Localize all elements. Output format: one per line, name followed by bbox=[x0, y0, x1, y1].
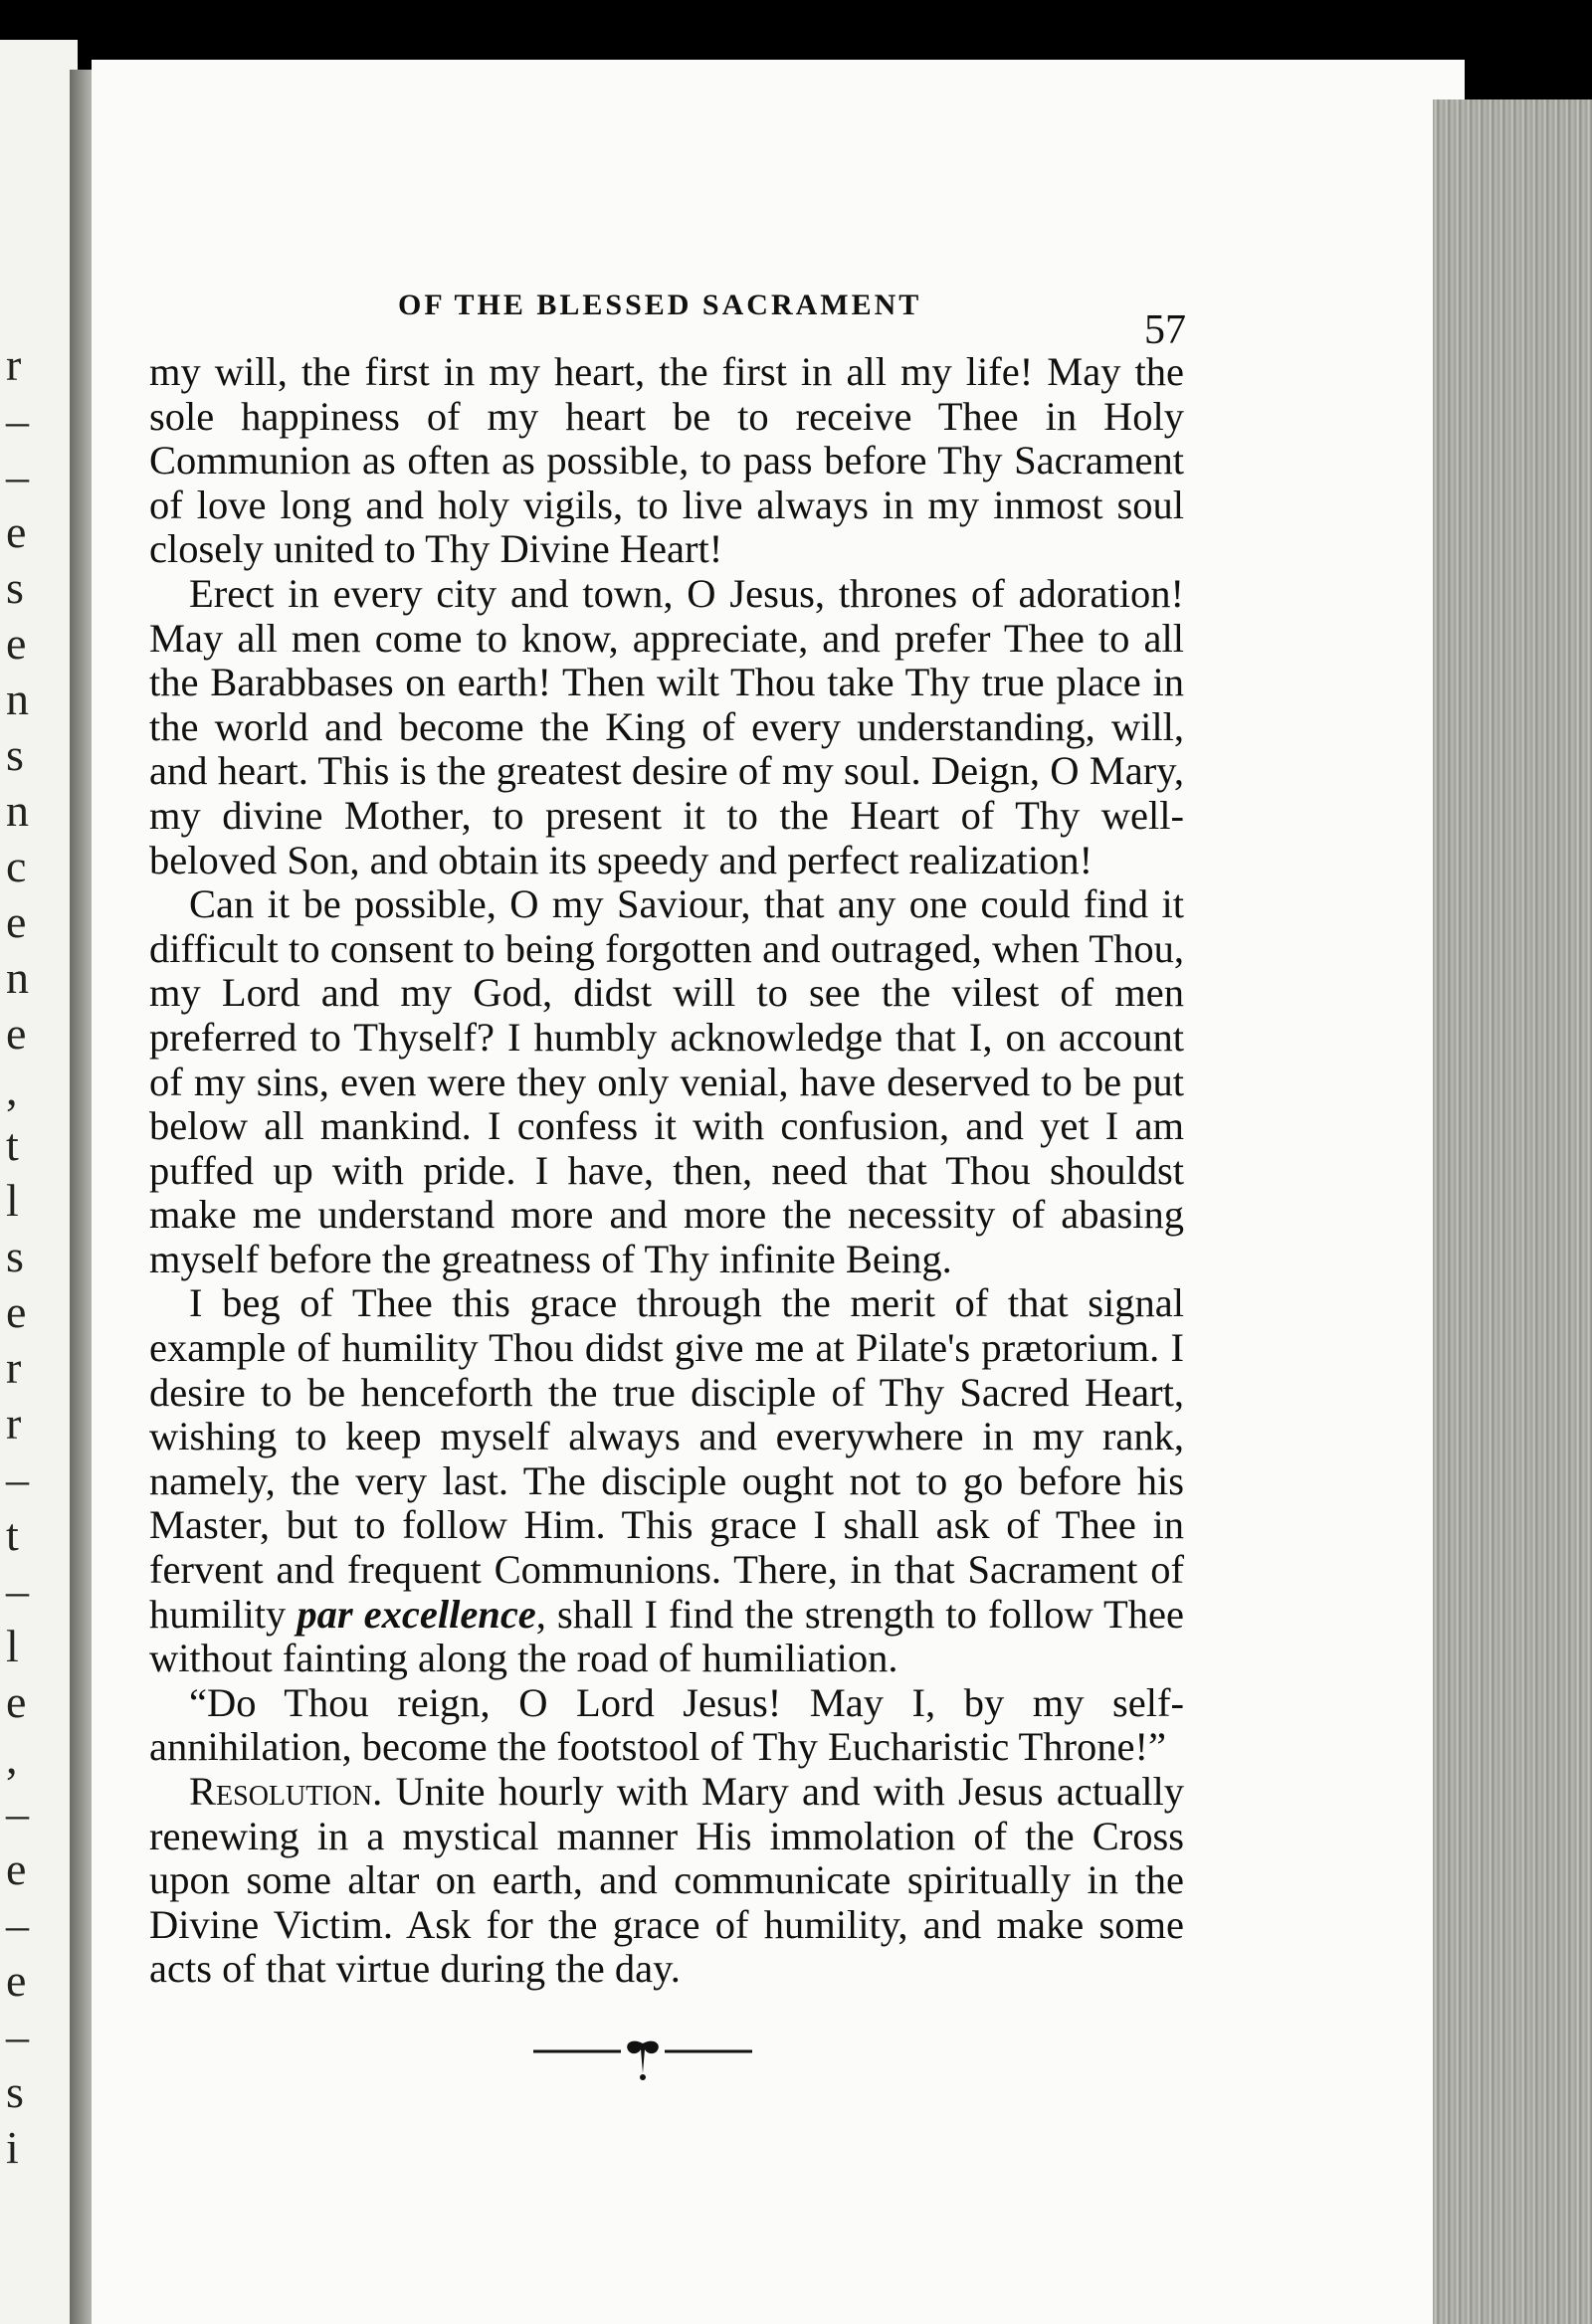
previous-page-edge bbox=[0, 40, 78, 2324]
resolution-label: Resolution. bbox=[189, 1769, 383, 1814]
running-title: OF THE BLESSED SACRAMENT bbox=[398, 289, 922, 321]
page-stack-edge bbox=[1433, 99, 1592, 2324]
fleuron-ornament-icon bbox=[533, 2034, 752, 2083]
resolution-text: Unite hourly with Mary and with Jesus actually renewing in a mystical manner His immolation of the Cross upon some altar on earth, and communicate spiritually in the Divine Victim. Ask for the grace of humility, and make some acts of that virtue during the day. bbox=[149, 1769, 1185, 1992]
prev-page-fragment: – bbox=[6, 1788, 29, 1839]
prev-page-fragment: – bbox=[6, 451, 29, 501]
prev-page-fragment: – bbox=[6, 1899, 29, 1950]
prev-page-fragment: e bbox=[6, 1843, 27, 1894]
prev-page-fragment: – bbox=[6, 1453, 29, 1504]
prev-page-fragment: r bbox=[6, 339, 22, 390]
prev-page-fragment: s bbox=[6, 562, 24, 613]
prev-page-fragment: n bbox=[6, 785, 29, 836]
paragraph-4 bbox=[149, 1281, 1184, 1680]
prev-page-fragment: e bbox=[6, 618, 27, 669]
prev-page-fragment: s bbox=[6, 2066, 24, 2117]
prev-page-fragment: l bbox=[6, 1175, 19, 1226]
paragraph-1: my will, the first in my heart, the first in all my life! May the sole happiness of my heart be to receive Thee in Holy Communion as often as possible, to pass before Thy Sacrament of love long and holy vigils, to live always in my inmost soul closely united to Thy Divine Heart! bbox=[149, 349, 1184, 572]
prev-page-fragment: – bbox=[6, 395, 29, 446]
paragraph-3: Can it be possible, O my Saviour, that any one could find it difficult to consent to being forgotten and outraged, when Thou, my Lord and my God, didst will to see the vilest of men preferred to Thyself? I humbly acknowledge that I, on account of my sins, even were they only venial, have deserved to be put below all mankind. I confess it with confusion, and yet I am puffed up with pride. I have, then, need that Thou shouldst make me understand more and more the necessity of abasing myself before the greatness of Thy infinite Being. bbox=[149, 881, 1184, 1281]
prev-page-fragment: l bbox=[6, 1621, 19, 1671]
prev-page-fragment: c bbox=[6, 841, 27, 891]
prev-page-fragment: , bbox=[6, 1732, 18, 1783]
resolution-paragraph bbox=[149, 1770, 1184, 1992]
paragraph-4-tail: , shall I find the strength to follow Thee without fainting along the road of humiliation. bbox=[149, 1591, 1184, 1681]
prev-page-fragment: r bbox=[6, 1398, 22, 1449]
body-text bbox=[149, 350, 1184, 1992]
prev-page-fragment: e bbox=[6, 1676, 27, 1727]
prev-page-fragment: t bbox=[6, 1119, 19, 1170]
italic-phrase: par excellence bbox=[297, 1591, 536, 1637]
prev-page-fragment: s bbox=[6, 1231, 24, 1281]
prev-page-fragment: e bbox=[6, 896, 27, 947]
prev-page-fragment: e bbox=[6, 1955, 27, 2006]
prev-page-fragment: r bbox=[6, 1342, 22, 1393]
prev-page-fragment: n bbox=[6, 674, 29, 724]
prev-page-fragment: t bbox=[6, 1509, 19, 1560]
prev-page-fragment: i bbox=[6, 2122, 19, 2173]
prev-page-fragment: n bbox=[6, 952, 29, 1003]
paragraph-4-text: I beg of Thee this grace through the merit of that signal example of humility Thou didst give me at Pilate's prætorium. I desire to be henceforth the true disciple of Thy Sacred Heart, wishing to keep myself always and everywhere in my rank, namely, the very last. The disciple ought not to go before his Master, but to follow Him. This grace I shall ask of Thee in fervent and frequent Communions. There, in that Sacrament of humility bbox=[149, 1280, 1184, 1637]
prev-page-fragment: – bbox=[6, 2011, 29, 2061]
paragraph-5: “Do Thou reign, O Lord Jesus! May I, by my self-annihilation, become the footstool of Thy Eucharistic Throne!” bbox=[149, 1679, 1184, 1770]
page-number: 57 bbox=[1144, 307, 1186, 353]
prev-page-fragment: e bbox=[6, 1286, 27, 1337]
prev-page-fragment: s bbox=[6, 729, 24, 780]
prev-page-fragment: e bbox=[6, 506, 27, 557]
prev-page-fragment: , bbox=[6, 1064, 18, 1114]
prev-page-fragment: – bbox=[6, 1565, 29, 1616]
paragraph-2: Erect in every city and town, O Jesus, thrones of adoration! May all men come to know, appreciate, and prefer Thee to all the Barabbases on earth! Then wilt Thou take Thy true place in the world and become the King of every understanding, will, and heart. This is the greatest desire of my soul. Deign, O Mary, my divine Mother, to present it to the Heart of Thy well-beloved Son, and obtain its speedy and perfect realization! bbox=[149, 570, 1184, 882]
prev-page-fragment: e bbox=[6, 1008, 27, 1059]
